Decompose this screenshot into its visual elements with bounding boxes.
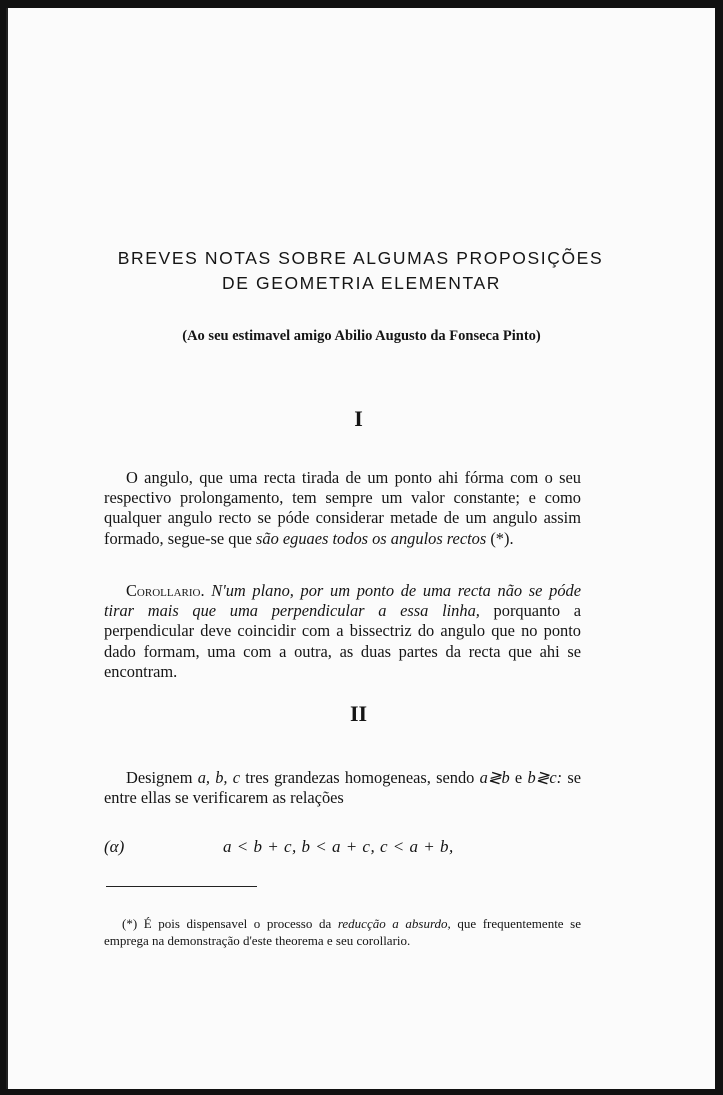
section-1-paragraph (104, 468, 581, 549)
paragraph-emphasis: são eguaes todos os angulos rectos (256, 528, 487, 548)
condition-2: b≷c: (527, 768, 563, 787)
corollary-statement: N'um plano, por um ponto de uma recta não se póde tirar mais que uma perpendicular a essa linha, (104, 581, 581, 621)
corollary-paragraph (104, 581, 581, 682)
variables: a, b, c (197, 768, 240, 787)
section-2-paragraph (104, 768, 581, 808)
footnote-emphasis: reducção a absurdo, (337, 916, 451, 931)
paragraph-text: se entre ellas se verificarem as relações (104, 768, 581, 808)
formula-expression: a < b + c, b < a + c, c < a + b, (223, 837, 454, 856)
formula-label: (α) (104, 837, 125, 856)
footnote (104, 916, 581, 949)
section-heading-2: II (349, 701, 368, 726)
conjunction: e (509, 768, 528, 787)
corollary-explanation: porquanto a perpendicular deve coincidir com a bissectriz do angulo que no ponto dado formam, uma com a outra, as duas partes da recta que ahi se encontram. (104, 601, 581, 681)
article-title-line-1: BREVES NOTAS SOBRE ALGUMAS PROPOSIÇÕES (117, 248, 604, 268)
paragraph-text: O angulo, que uma recta tirada de um ponto ahi fórma com o seu respectivo prolongamento, tem sempre um valor constante; e como qualquer angulo recto se póde considerar metade de um angulo assim formado, segue-se que (104, 468, 581, 548)
footnote-marker: (*) (122, 916, 138, 931)
paragraph-footnote-ref: (*). (486, 528, 514, 548)
condition-1: a≷b (479, 768, 510, 787)
paragraph-text: tres grandezas homogeneas, sendo (240, 768, 480, 787)
document-page (6, 8, 715, 1089)
corollary-label: Corollario. (126, 581, 205, 600)
article-title-line-2: DE GEOMETRIA ELEMENTAR (222, 273, 501, 293)
dedication: (Ao seu estimavel amigo Abilio Augusto da Fonseca Pinto) (182, 328, 541, 344)
paragraph-text: Designem (126, 768, 198, 787)
footnote-text: É pois dispensavel o processo da (137, 916, 338, 931)
footnote-divider (106, 886, 257, 887)
section-heading-1: I (354, 406, 363, 431)
footnote-text: que frequentemente se emprega na demonstração d'este theorema e seu corollario. (104, 916, 581, 948)
